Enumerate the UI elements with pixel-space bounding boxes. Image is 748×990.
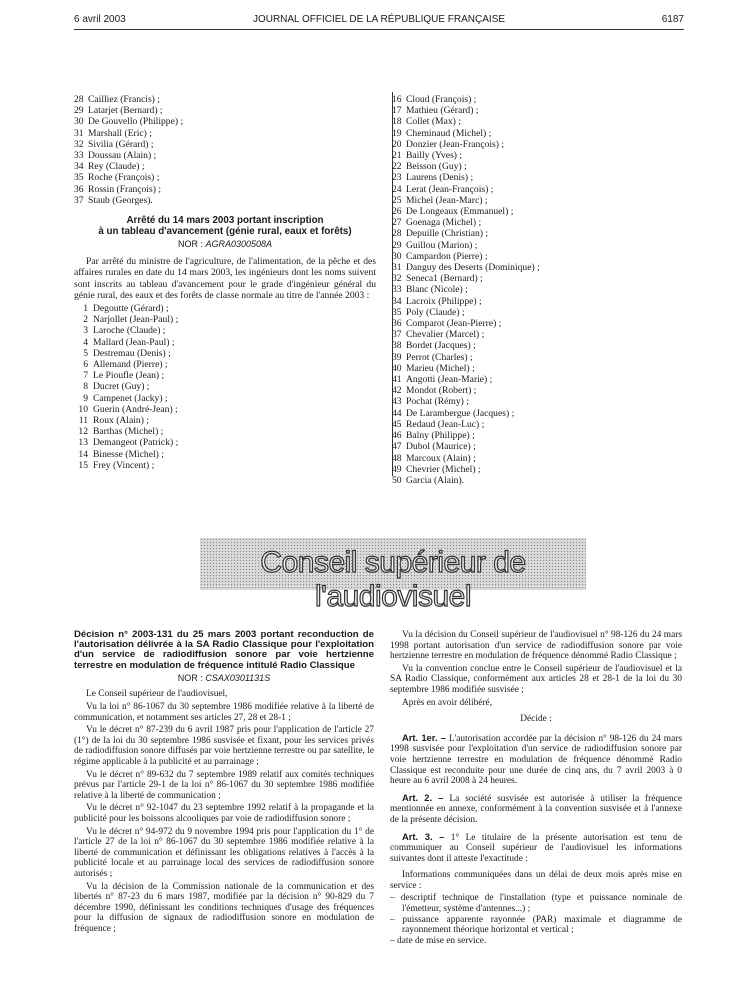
list-item-number: 33 — [74, 150, 84, 162]
list-item-number: 8 — [83, 381, 88, 393]
list-item — [392, 206, 682, 217]
list-item-number: 4 — [83, 336, 88, 348]
right-name-list — [392, 94, 682, 486]
list-item-number: 34 — [392, 295, 402, 307]
list-item-number: 14 — [78, 448, 88, 460]
list-item-name: Guillou (Marion) ; — [406, 239, 478, 251]
list-item — [392, 105, 682, 116]
list-item — [74, 460, 376, 471]
list-item-number: 34 — [74, 161, 84, 173]
list-item-number: 32 — [74, 138, 84, 150]
visa-paragraph: Vu la décision du Conseil supérieur de l'audiovisuel n° 98-126 du 24 mars 1998 portant autorisation d'un service de radiodiffusion sonore par voie hertzienne terrestre en modulation de fréquence dénommé Radio Classique ; — [390, 630, 682, 662]
list-item-number: 13 — [78, 437, 88, 449]
list-item — [392, 318, 682, 329]
list-item-name: Mathieu (Gérard) ; — [406, 105, 479, 117]
article-paragraph — [390, 793, 682, 826]
list-item — [392, 116, 682, 127]
list-item-name: Allemand (Pierre) ; — [93, 359, 168, 371]
list-item-name: Lacroix (Philippe) ; — [406, 295, 482, 307]
list-item-name: Collet (Max) ; — [406, 116, 461, 128]
page-number: 6187 — [661, 14, 684, 25]
list-item — [74, 337, 376, 348]
list-item — [74, 404, 376, 415]
list-item-name: Pochat (Rémy) ; — [406, 396, 469, 408]
list-item-name: Staub (Georges). — [88, 194, 153, 206]
arrete-nor — [74, 239, 376, 250]
list-item-number: 49 — [392, 463, 402, 475]
list-item — [74, 415, 376, 426]
list-item-number: 39 — [392, 351, 402, 363]
list-item — [392, 352, 682, 363]
list-item — [392, 139, 682, 150]
list-item-number: 20 — [392, 138, 402, 150]
list-item-name: Guerin (André-Jean) ; — [93, 403, 178, 415]
list-item-name: De Larambergue (Jacques) ; — [406, 407, 515, 419]
list-item-number: 47 — [392, 441, 402, 453]
list-item-name: Cailliez (Francis) ; — [88, 94, 160, 105]
list-item — [392, 363, 682, 374]
list-item-name: Dubol (Maurice) ; — [406, 441, 476, 453]
article-paragraph — [390, 832, 682, 865]
list-item-name: Laurens (Denis) ; — [406, 172, 474, 184]
list-item-name: Seneca1 (Bernard) ; — [406, 273, 483, 285]
visas-right — [390, 630, 682, 708]
list-item — [74, 437, 376, 448]
list-item-name: Ducret (Guy) ; — [93, 381, 150, 393]
list-item — [392, 453, 682, 464]
list-item — [392, 340, 682, 351]
list-item-name: Latarjet (Bernard) ; — [88, 105, 163, 117]
list-item — [74, 348, 376, 359]
decision-right-column — [390, 630, 682, 946]
list-item — [392, 296, 682, 307]
decision-intro: Le Conseil supérieur de l'audiovisuel, — [86, 689, 228, 700]
list-item — [392, 464, 682, 475]
list-item — [74, 150, 376, 161]
list-item — [392, 228, 682, 239]
list-item-number: 36 — [74, 183, 84, 195]
list-item — [74, 359, 376, 370]
list-item-number: 23 — [392, 172, 402, 184]
list-item — [392, 240, 682, 251]
visa-paragraph: Vu le décret n° 87-239 du 6 avril 1987 pris pour l'application de l'article 27 (1°) de la loi du 30 septembre 1986 susvisée et fixant, pour les services privés de radiodiffusion sonore diffusés par voie hertzienne terrestre ou par satellite, le régime applicable à la publicité et au parrainage ; — [74, 725, 374, 767]
list-item — [392, 307, 682, 318]
list-item — [74, 172, 376, 183]
banner-title: Conseil supérieur de l'audiovisuel — [260, 546, 526, 613]
list-item-number: 26 — [392, 206, 402, 218]
list-item-name: Frey (Vincent) ; — [93, 459, 155, 471]
list-item-number: 46 — [392, 430, 402, 442]
list-item-number: 36 — [392, 318, 402, 330]
list-item-number: 28 — [392, 228, 402, 240]
list-item-number: 37 — [392, 329, 402, 341]
list-item-number: 7 — [83, 370, 88, 382]
list-item — [74, 116, 376, 127]
list-item-name: Marshall (Eric) ; — [88, 127, 152, 139]
list-item — [392, 172, 682, 183]
list-item-number: 27 — [392, 217, 402, 229]
list-item-name: Le Pioufle (Jean) ; — [93, 370, 165, 382]
decision-title: Décision n° 2003-131 du 25 mars 2003 portant reconduction de l'autorisation délivrée à la SA Radio Classique pour l'exploitation d'un service de radiodiffusion sonore par voie hertzienne terrestre en modulation de fréquence intitulé Radio Classique — [74, 629, 374, 671]
list-item-name: Barthas (Michel) ; — [93, 426, 164, 438]
list-item-name: Doussau (Alain) ; — [88, 150, 157, 162]
list-item-name: Cloud (François) ; — [406, 94, 477, 105]
list-item-number: 42 — [392, 385, 402, 397]
list-item — [392, 329, 682, 340]
list-item — [74, 314, 376, 325]
list-item-name: Chevalier (Marcel) ; — [406, 329, 485, 341]
visa-paragraph: Vu le décret n° 89-632 du 7 septembre 1989 relatif aux comités techniques prévus par l'article 29-1 de la loi n° 86-1067 du 30 septembre 1986 modifiée relative à la liberté de communication ; — [74, 769, 374, 801]
list-item-number: 41 — [392, 374, 402, 386]
list-item-number: 19 — [392, 127, 402, 139]
info-item: – puissance apparente rayonnée (PAR) maximale et diagramme de rayonnement théorique horizontal et vertical ; — [390, 914, 682, 936]
list-item-name: Sivilia (Gérard) ; — [88, 138, 154, 150]
list-item-number: 29 — [392, 239, 402, 251]
list-item — [392, 217, 682, 228]
list-item — [392, 94, 682, 105]
list-item-number: 6 — [83, 359, 88, 371]
list-item-name: Campardon (Pierre) ; — [406, 250, 488, 262]
list-item — [74, 449, 376, 460]
article-text: L'autorisation accordée par la décision n° 98-126 du 24 mars 1998 susvisée pour l'exploitation d'un service de radiodiffusion sonore par voie hertzienne terrestre en modulation de fréquence dénommé Radio Classique est reconduite pour une durée de cinq ans, du 7 avril 2003 à 0 heure au 6 avril 2008 à 24 heures. — [390, 733, 683, 787]
list-item-name: Comparot (Jean-Pierre) ; — [406, 318, 502, 330]
list-item-number: 1 — [83, 303, 88, 315]
list-item-number: 21 — [392, 150, 402, 162]
list-item-name: Perrot (Charles) ; — [406, 351, 473, 363]
list-item-number: 30 — [74, 116, 84, 128]
list-item-number: 45 — [392, 418, 402, 430]
arrete-body: Par arrêté du ministre de l'agriculture, de l'alimentation, de la pêche et des affaires rurales en date du 14 mars 2003, les ingénieurs dont les noms suivent sont inscrits au tableau d'avancement pour le grade d'ingénieur général du génie rural, des eaux et des forêts de classe normale au titre de l'année 2003 : — [74, 256, 376, 301]
list-item-name: Danguy des Deserts (Dominique) ; — [406, 262, 540, 274]
list-item-number: 32 — [392, 273, 402, 285]
list-item-name: Bailly (Yves) ; — [406, 150, 463, 162]
list-item-name: Degoutte (Gérard) ; — [93, 303, 169, 315]
nor-label: NOR : — [177, 239, 203, 250]
decision-left-column — [74, 630, 374, 936]
list-item-name: Roux (Alain) ; — [93, 415, 149, 427]
list-item-number: 50 — [392, 474, 402, 486]
list-item-number: 40 — [392, 362, 402, 374]
header-date: 6 avril 2003 — [74, 14, 126, 25]
list-item-name: Bordet (Jacques) ; — [406, 340, 476, 352]
visa-paragraph: Vu la convention conclue entre le Conseil supérieur de l'audiovisuel et la SA Radio Classique, conformément aux articles 28 et 28-1 de la loi du 30 septembre 1986 modifiée susvisée ; — [390, 663, 682, 695]
list-item-name: Rey (Claude) ; — [88, 161, 145, 173]
list-item-number: 43 — [392, 396, 402, 408]
list-item-name: Angotti (Jean-Marie) ; — [406, 374, 493, 386]
list-item-name: Lerat (Jean-François) ; — [406, 183, 494, 195]
journal-title: JOURNAL OFFICIEL DE LA RÉPUBLIQUE FRANÇAISE — [252, 14, 506, 25]
articles — [390, 733, 682, 865]
list-item — [74, 184, 376, 195]
list-item — [392, 430, 682, 441]
list-item-name: Marcoux (Alain) ; — [406, 452, 476, 464]
decision-nor — [74, 673, 374, 684]
list-item-name: Cheminaud (Michel) ; — [406, 127, 492, 139]
list-item — [74, 381, 376, 392]
list-item-number: 48 — [392, 452, 402, 464]
right-column-top — [392, 94, 682, 486]
list-item-number: 31 — [392, 262, 402, 274]
visa-paragraph: Vu le décret n° 94-972 du 9 novembre 1994 pris pour l'application du 1° de l'article 27 de la loi n° 86-1067 du 30 septembre 1986 modifiée relative à la liberté de communication et définissant les obligations relatives à l'accès à la publicité locale et au parrainage local des services de radiodiffusion sonore autorisés ; — [74, 826, 374, 879]
list-item-name: Binesse (Michel) ; — [93, 448, 164, 460]
list-item-number: 12 — [78, 426, 88, 438]
list-item — [392, 273, 682, 284]
list-item-name: Rossin (François) ; — [88, 183, 162, 195]
list-item-name: Roche (François) ; — [88, 172, 160, 184]
list-item — [392, 441, 682, 452]
list-item — [392, 475, 682, 486]
visas-left — [74, 702, 374, 934]
list-item-number: 37 — [74, 194, 84, 206]
list-item-name: Poly (Claude) ; — [406, 306, 465, 318]
article-text: 1° Le titulaire de la présente autorisation est tenu de communiquer au Conseil supérieur de l'audiovisuel les informations suivantes dont il atteste l'exactitude : — [390, 832, 682, 864]
list-item-number: 2 — [83, 314, 88, 326]
header-rule — [74, 29, 684, 30]
list-item-name: Destremau (Denis) ; — [93, 347, 171, 359]
article-text: La société susvisée est autorisée à utiliser la fréquence mentionnée en annexe, conformément à la convention susvisée et à l'annexe de la présente décision. — [390, 793, 682, 825]
info-items — [390, 893, 682, 946]
list-item-number: 22 — [392, 161, 402, 173]
list-item-name: Campenet (Jacky) ; — [93, 392, 168, 404]
list-item-name: Chevrier (Michel) ; — [406, 463, 481, 475]
list-item-number: 28 — [74, 94, 84, 105]
list-item — [392, 195, 682, 206]
visa-paragraph: Vu le décret n° 92-1047 du 23 septembre 1992 relatif à la propagande et la publicité pour les boissons alcooliques par voie de radiodiffusion sonore ; — [74, 803, 374, 824]
list-item-name: Redaud (Jean-Luc) ; — [406, 418, 485, 430]
list-item — [392, 251, 682, 262]
list-item — [392, 161, 682, 172]
visa-paragraph: Vu la décision de la Commission nationale de la communication et des libertés n° 87-23 du 6 mars 1987, modifiée par la décision n° 90-829 du 7 décembre 1990, définissant les conditions techniques d'usage des fréquences pour la diffusion de signaux de radiodiffusion sonore en modulation de fréquence ; — [74, 881, 374, 934]
info-item: – descriptif technique de l'installation (type et puissance nominale de l'émetteur, système d'antennes...) ; — [390, 893, 682, 915]
list-item-number: 10 — [78, 403, 88, 415]
list-item-name: Beisson (Guy) ; — [406, 161, 467, 173]
list-item-name: Mondot (Robert) ; — [406, 385, 477, 397]
list-item-name: De Longeaux (Emmanuel) ; — [406, 206, 514, 218]
arrete-name-list — [74, 303, 376, 471]
list-item — [392, 284, 682, 295]
list-item — [392, 396, 682, 407]
decision-nor-label: NOR : — [177, 672, 203, 683]
list-item — [392, 374, 682, 385]
list-item-name: De Gouvello (Philippe) ; — [88, 116, 184, 128]
arrete-title-line2: à un tableau d'avancement (génie rural, eaux et forêts) — [98, 226, 352, 238]
list-item — [392, 419, 682, 430]
decision-nor-code: CSAX0301131S — [205, 672, 271, 683]
page-header — [74, 14, 684, 28]
section-banner — [200, 538, 586, 613]
list-item-name: Marieu (Michel) ; — [406, 362, 475, 374]
list-item — [74, 139, 376, 150]
list-item-name: Goenaga (Michel) ; — [406, 217, 482, 229]
list-item-number: 44 — [392, 407, 402, 419]
left-name-list — [74, 94, 376, 206]
article-label: Art. 2. – — [402, 791, 444, 803]
list-item-number: 31 — [74, 127, 84, 139]
list-item-number: 30 — [392, 250, 402, 262]
list-item — [74, 426, 376, 437]
list-item-name: Demangeot (Patrick) ; — [93, 437, 179, 449]
article-label: Art. 3. – — [402, 830, 445, 842]
list-item — [74, 303, 376, 314]
info-intro: Informations communiquées dans un délai de deux mois après mise en service : — [390, 870, 682, 891]
list-item — [392, 262, 682, 273]
list-item — [74, 370, 376, 381]
list-item-number: 35 — [74, 172, 84, 184]
list-item — [74, 393, 376, 404]
info-item: – date de mise en service. — [390, 935, 487, 946]
list-item-number: 29 — [74, 105, 84, 117]
nor-code: AGRA0300508A — [205, 239, 273, 250]
list-item-number: 3 — [83, 325, 88, 337]
list-item-number: 24 — [392, 183, 402, 195]
list-item-number: 11 — [78, 415, 88, 427]
list-item — [74, 128, 376, 139]
visa-paragraph: Vu la loi n° 86-1067 du 30 septembre 1986 modifiée relative à la liberté de communication, et notamment ses articles 27, 28 et 28-1 ; — [74, 702, 374, 723]
list-item-number: 5 — [83, 347, 88, 359]
arrete-title-line1: Arrêté du 14 mars 2003 portant inscription — [126, 215, 324, 227]
list-item-number: 9 — [83, 392, 88, 404]
list-item — [74, 94, 376, 105]
list-item-number: 17 — [392, 105, 402, 117]
list-item — [74, 195, 376, 206]
list-item-number: 35 — [392, 306, 402, 318]
list-item-number: 38 — [392, 340, 402, 352]
list-item-number: 15 — [78, 459, 88, 471]
list-item — [392, 128, 682, 139]
list-item — [74, 161, 376, 172]
list-item-name: Laroche (Claude) ; — [93, 325, 166, 337]
list-item — [392, 408, 682, 419]
list-item-name: Mallard (Jean-Paul) ; — [93, 336, 175, 348]
visa-paragraph: Après en avoir délibéré, — [402, 697, 493, 708]
list-item-number: 33 — [392, 284, 402, 296]
list-item-name: Narjollet (Jean-Paul) ; — [93, 314, 179, 326]
list-item-name: Garcia (Alain). — [406, 474, 465, 486]
article-label: Art. 1er. – — [402, 731, 446, 743]
list-item-name: Blanc (Nicole) ; — [406, 284, 468, 296]
list-item-number: 25 — [392, 194, 402, 206]
list-item — [74, 325, 376, 336]
list-item — [74, 105, 376, 116]
article-paragraph — [390, 733, 682, 787]
list-item — [392, 385, 682, 396]
list-item-name: Depuille (Christian) ; — [406, 228, 489, 240]
decide-heading: Décide : — [520, 714, 552, 725]
list-item-number: 16 — [392, 94, 402, 105]
list-item-name: Balny (Philippe) ; — [406, 430, 475, 442]
list-item-name: Michel (Jean-Marc) ; — [406, 194, 488, 206]
list-item-name: Donzier (Jean-François) ; — [406, 138, 505, 150]
list-item — [392, 150, 682, 161]
left-column-top — [74, 94, 376, 471]
list-item — [392, 184, 682, 195]
list-item-number: 18 — [392, 116, 402, 128]
